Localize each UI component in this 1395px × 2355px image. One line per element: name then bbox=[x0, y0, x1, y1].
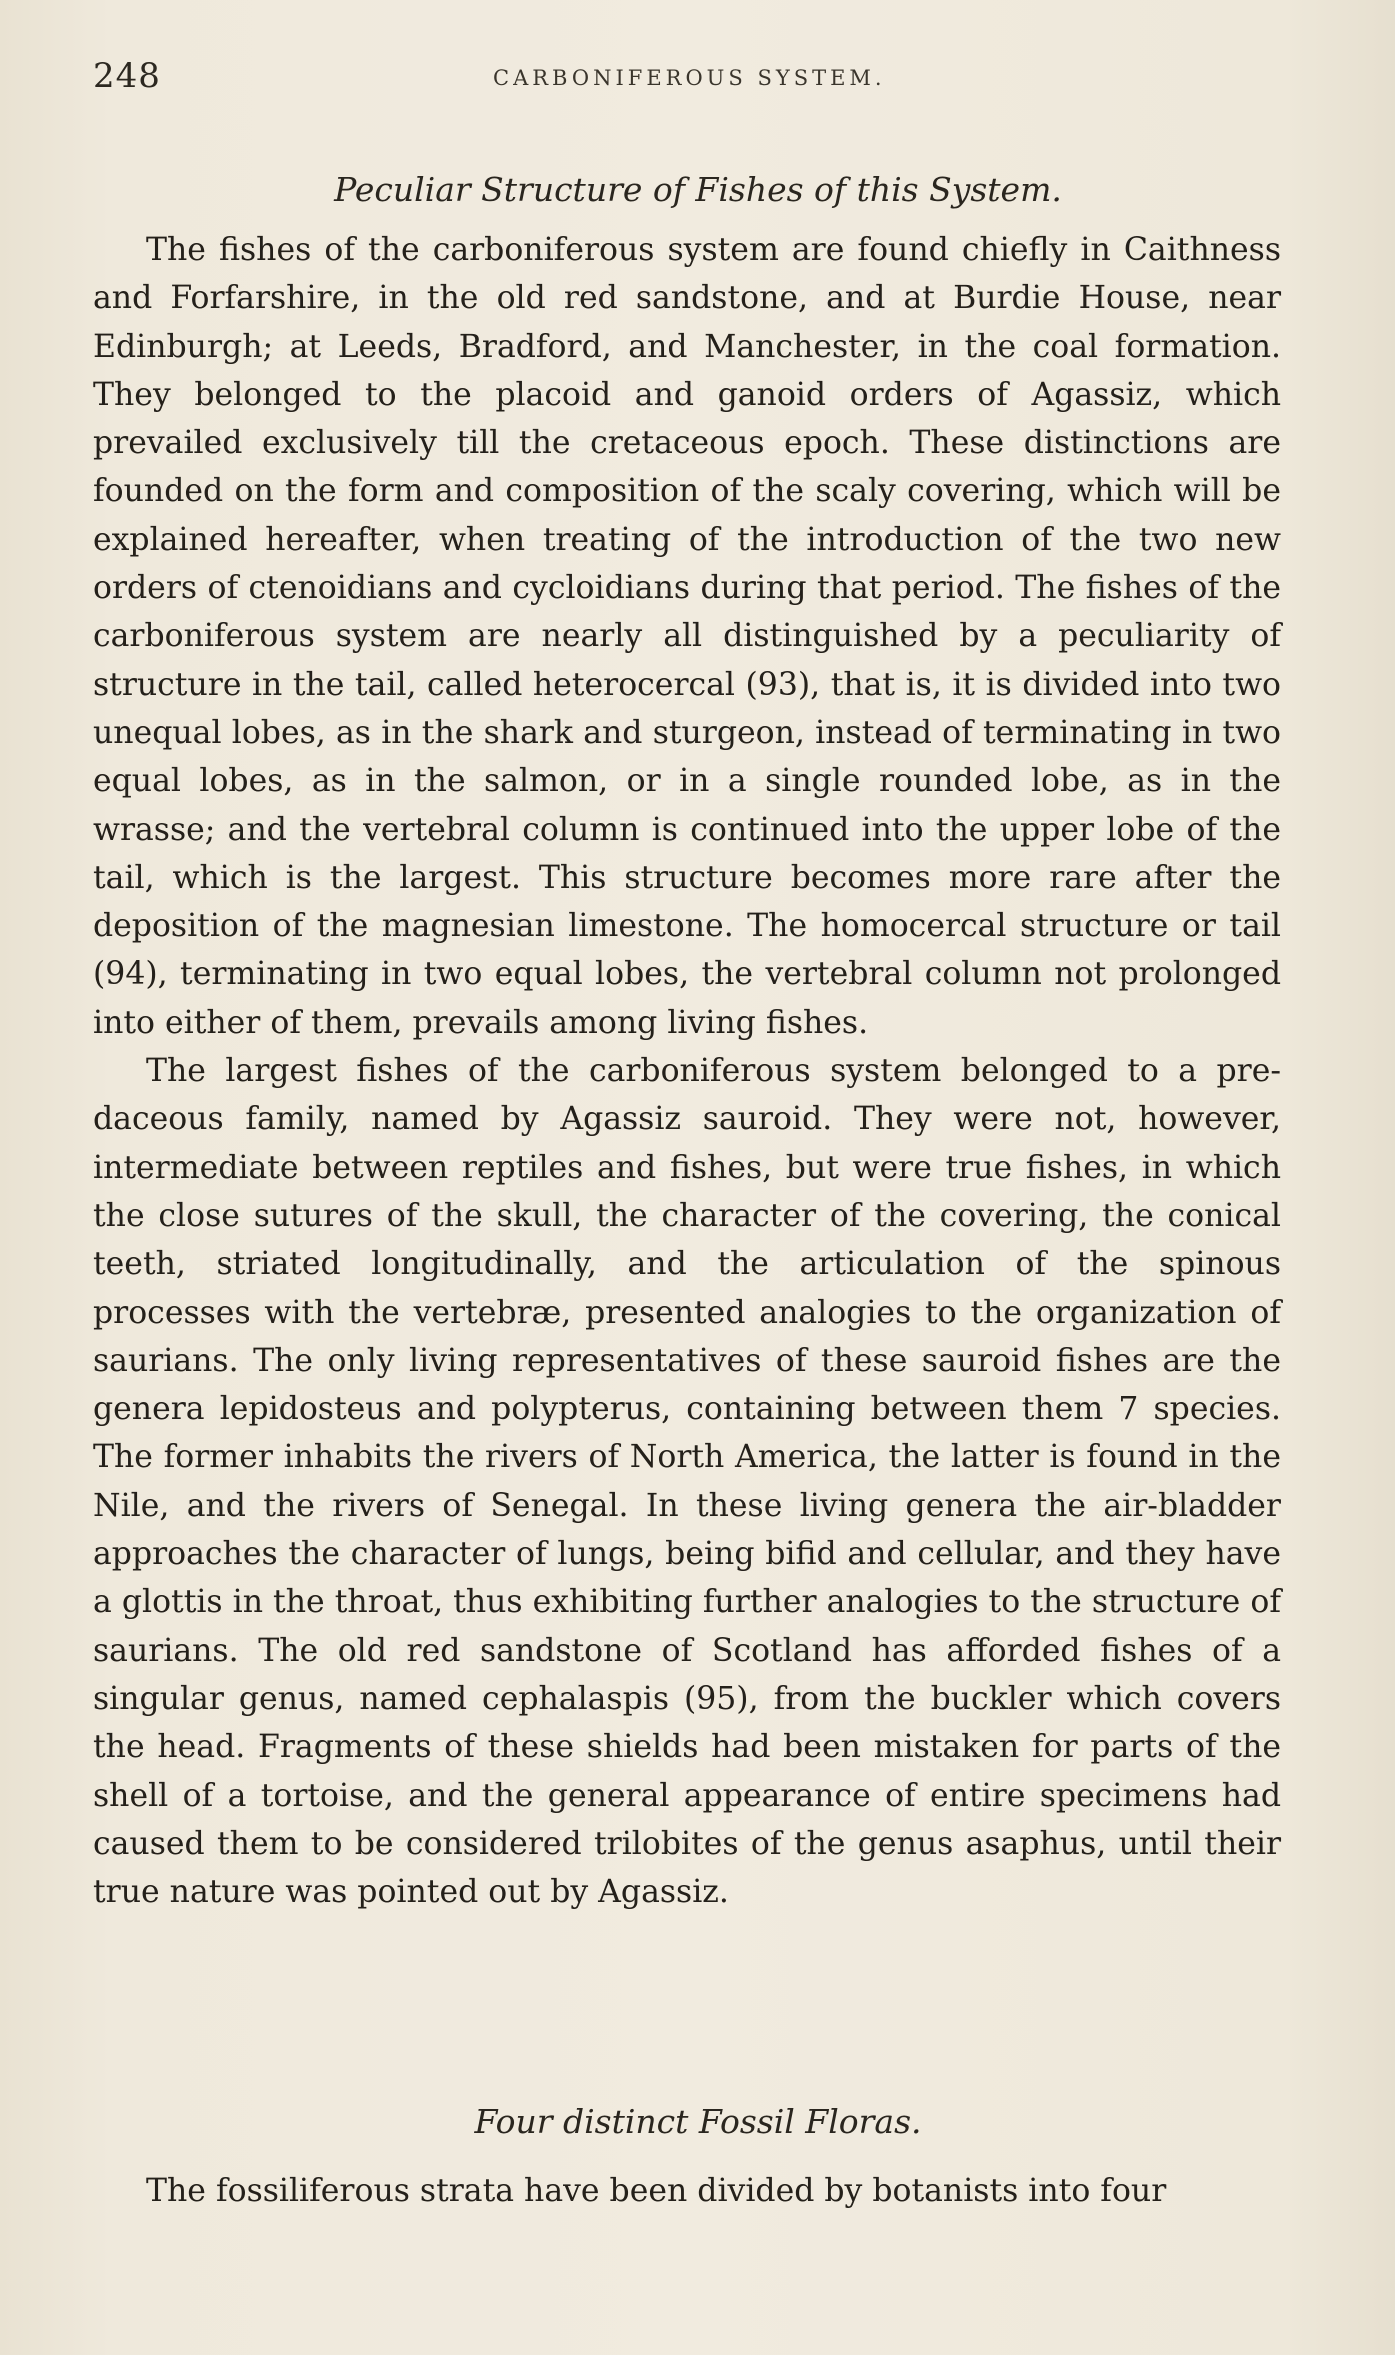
page-header bbox=[93, 56, 1303, 106]
section-body-floras bbox=[93, 2167, 1281, 2215]
paragraph: The fishes of the carboniferous system are found chiefly in Caithness and Forfarshire, in the old red sandstone, and at Burdie House, near Edinburgh; at Leeds, Bradford, and Manchester, in the coal formation. They belonged to the placoid and ganoid orders of Agassiz, which prevailed exclusively till the cretaceous epoch. These distinctions are founded on the form and composition of the scaly covering, which will be explained hereafter, when treating of the introduction of the two new orders of ctenoidians and cycloidians during that period. The fishes of the carboniferous system are nearly all distinguished by a peculiarity of structure in the tail, called heterocercal (93), that is, it is divided into two unequal lobes, as in the shark and sturgeon, instead of terminating in two equal lobes, as in the salmon, or in a single rounded lobe, as in the wrasse; and the vertebral column is continued into the upper lobe of the tail, which is the largest. This structure becomes more rare after the deposition of the magnesian limestone. The homocercal structure or tail (94), terminating in two equal lobes, the vertebral column not prolonged into either of them, prevails among living fishes. bbox=[93, 232, 1281, 1041]
section-body-fishes bbox=[93, 226, 1281, 1916]
page-number: 248 bbox=[93, 56, 161, 96]
running-title: CARBONIFEROUS SYSTEM. bbox=[493, 66, 886, 90]
paragraph: The largest fishes of the carboniferous system belonged to a predaceous family, named by Agassiz sauroid. They were not, however, intermediate between reptiles and fishes, but were true fishes, in which the close sutures of the skull, the character of the covering, the conical teeth, striated longitudinally, and the articulation of the spinous processes with the vertebræ, presented analogies to the organization of saurians. The only living representatives of these sauroid fishes are the genera lepidosteus and polypterus, containing between them 7 species. The former inhabits the rivers of North America, the latter is found in the Nile, and the rivers of Senegal. In these living genera the air-bladder approaches the character of lungs, being bifid and cellular, and they have a glottis in the throat, thus exhibiting further analogies to the structure of saurians. The old red sandstone of Scotland has afforded fishes of a singular genus, named cephalaspis (95), from the buckler which covers the head. Fragments of these shields had been mistaken for parts of the shell of a tortoise, and the general appearance of entire specimens had caused them to be considered trilobites of the genus asaphus, until their true nature was pointed out by Agassiz. bbox=[93, 1053, 1281, 1911]
section-heading-fishes: Peculiar Structure of Fishes of this System. bbox=[334, 170, 1062, 209]
paragraph: The fossiliferous strata have been divided by botanists into four bbox=[146, 2173, 1167, 2209]
section-heading-floras: Four distinct Fossil Floras. bbox=[474, 2102, 922, 2141]
